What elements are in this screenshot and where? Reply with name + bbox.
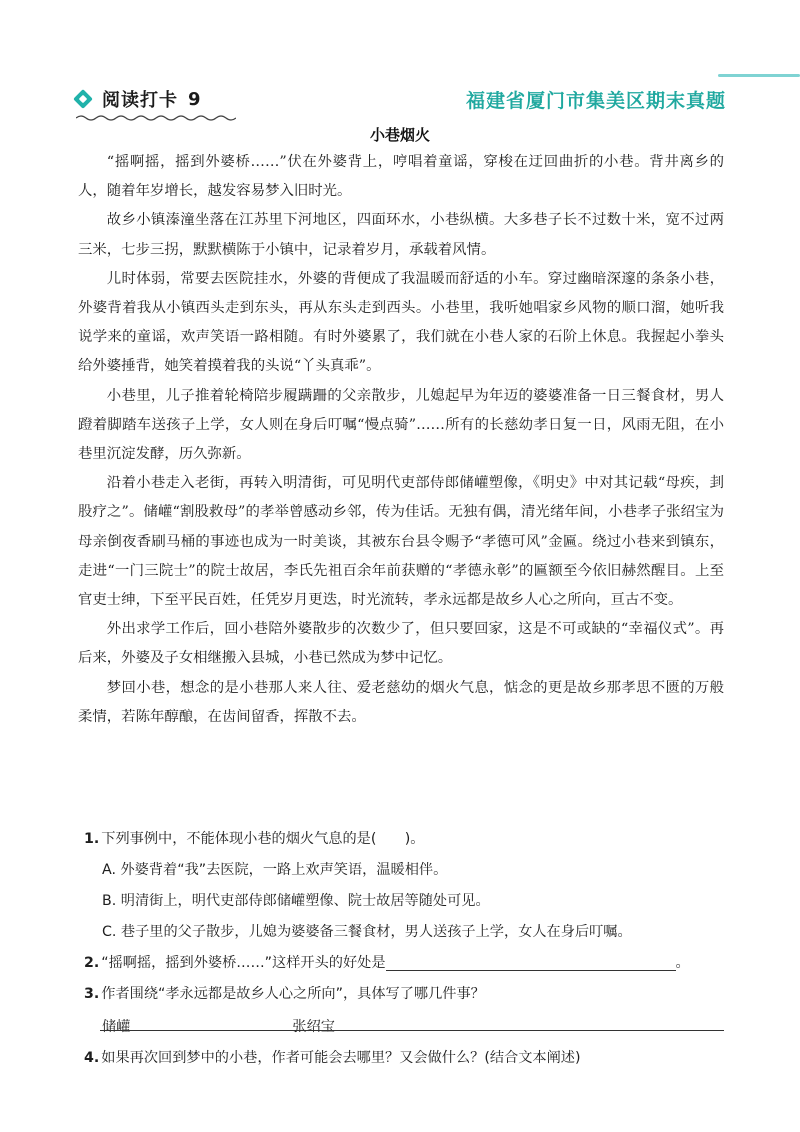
answer-blank[interactable] xyxy=(132,1012,254,1031)
reading-badge xyxy=(76,86,201,112)
question-number: 4. xyxy=(84,1050,100,1066)
question-2 xyxy=(84,948,724,979)
page-header xyxy=(76,86,726,120)
question-3-answers xyxy=(84,1012,724,1043)
option-b: B. 明清街上，明代吏部侍郎储巏塑像、院士故居等随处可见。 xyxy=(102,893,490,909)
question-number: 2. xyxy=(84,955,100,971)
badge-number: 9 xyxy=(188,88,201,110)
question-1 xyxy=(84,824,724,855)
question-number: 3. xyxy=(84,986,100,1002)
option-c: C. 巷子里的父子散步，儿媳为婆婆备三餐食材，男人送孩子上学，女人在身后叮嘱。 xyxy=(102,924,632,940)
diamond-icon xyxy=(73,89,93,109)
answer-blank[interactable] xyxy=(337,1012,477,1031)
question-text: 作者围绕“孝永远都是故乡人心之所向”，具体写了哪几件事？ xyxy=(101,986,485,1002)
wavy-underline xyxy=(76,114,236,122)
answer-label: 储巏 xyxy=(102,1019,131,1035)
badge-label: 阅读打卡 xyxy=(102,90,178,111)
top-accent-line xyxy=(718,74,800,77)
question-end: 。 xyxy=(675,955,690,971)
answer-blank[interactable] xyxy=(386,952,676,971)
questions-section xyxy=(84,824,724,1074)
question-text: 下列事例中，不能体现小巷的烟火气息的是( )。 xyxy=(101,831,425,847)
paragraph: 沿着小巷走入老街，再转入明清街，可见明代吏部侍郎储巏塑像，《明史》中对其记载“母疾，刲股疗之”。储巏“割股救母”的孝举曾感动乡邻，传为佳话。无独有偶，清光绪年间，小巷孝子张绍宝为母亲倒夜香刷马桶的事迹也成为一时美谈，其被东台县令赐予“孝德可风”金匾。绕过小巷来到镇东，走进“一门三院士”的院士故居，李氏先祖百余年前获赠的“孝德永彰”的匾额至今依旧赫然醒目。上至官吏士绅，下至平民百姓，任凭岁月更迭，时光流转，孝永远都是故乡人心之所向，亘古不变。 xyxy=(78,475,724,609)
question-3 xyxy=(84,979,724,1010)
question-text: “摇啊摇，摇到外婆桥……”这样开头的好处是 xyxy=(101,955,386,971)
answer-blank[interactable] xyxy=(511,1012,701,1031)
region-title: 福建省厦门市集美区期末真题 xyxy=(465,90,726,112)
paragraph: 外出求学工作后，回小巷陪外婆散步的次数少了，但只要回家，这是不可或缺的“幸福仪式”。再后来，外婆及子女相继搬入县城，小巷已然成为梦中记忆。 xyxy=(78,621,724,667)
paragraph: 小巷里，儿子推着轮椅陪步履蹒跚的父亲散步，儿媳起早为年迈的婆婆准备一日三餐食材，男人蹬着脚踏车送孩子上学，女人则在身后叮嘱“慢点骑”……所有的长慈幼孝日复一日，风雨无阻，在小巷里沉淀发酵，历久弥新。 xyxy=(78,387,724,463)
paragraph: 梦回小巷，想念的是小巷那人来人往、爱老慈幼的烟火气息，惦念的更是故乡那孝思不匮的万般柔情，若陈年醇酿，在齿间留香，挥散不去。 xyxy=(78,679,724,725)
paragraph: “摇啊摇，摇到外婆桥……”伏在外婆背上，哼唱着童谣，穿梭在迂回曲折的小巷。背井离乡的人，随着年岁增长，越发容易梦入旧时光。 xyxy=(78,154,724,200)
article-title: 小巷烟火 xyxy=(369,126,430,144)
article-body xyxy=(78,148,724,732)
question-4 xyxy=(84,1043,724,1074)
option-a: A. 外婆背着“我”去医院，一路上欢声笑语，温暖相伴。 xyxy=(102,862,448,878)
paragraph: 儿时体弱，常要去医院挂水，外婆的背便成了我温暖而舒适的小车。穿过幽暗深邃的条条小巷，外婆背着我从小镇西头走到东头，再从东头走到西头。小巷里，我听她唱家乡风物的顺口溜，她听我说学来的童谣，欢声笑语一路相随。有时外婆累了，我们就在小巷人家的石阶上休息。我握起小拳头给外婆捶背，她笑着摸着我的头说“丫头真乖”。 xyxy=(78,270,724,375)
paragraph: 故乡小镇溱潼坐落在江苏里下河地区，四面环水，小巷纵横。大多巷子长不过数十米，宽不过两三米，七步三拐，默默横陈于小镇中，记录着岁月，承载着风情。 xyxy=(78,212,724,258)
answer-label: 张绍宝 xyxy=(292,1019,335,1035)
question-text: 如果再次回到梦中的小巷，作者可能会去哪里？又会做什么？(结合文本阐述) xyxy=(101,1050,581,1066)
question-number: 1. xyxy=(84,831,100,847)
answer-line[interactable] xyxy=(100,1030,724,1031)
